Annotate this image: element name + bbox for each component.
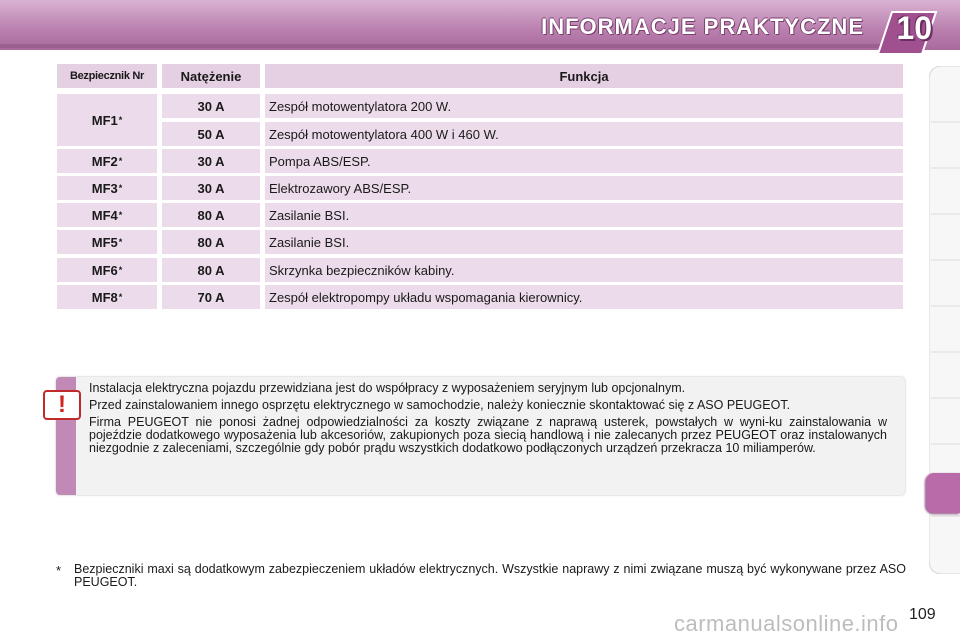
table-cell-function: Zespół elektropompy układu wspomagania kierownicy. (265, 285, 903, 309)
warning-paragraph: Instalacja elektryczna pojazdu przewidziana jest do współpracy z wyposażeniem seryjnym lub opcjonalnym. (89, 381, 686, 395)
fuse-number-text: MF1 (91, 112, 118, 128)
warning-paragraph: Firma PEUGEOT nie ponosi żadnej odpowiedzialności za koszty związane z naprawą usterek, powstałych w wyni-ku zainstalowania w pojeździe dodatkowego wyposażenia lub akcesoriów, zakupionych poza siecią handlową i nie zalecanych przez PEUGEOT oraz instalowanych niezgodnie z zaleceniami, szczególnie gdy pobór prądu wszystkich dodatkowo podłączonych urządzeń przekracza 10 miliamperów. (89, 415, 887, 455)
watermark: carmanualsonline.info (674, 611, 899, 636)
fuse-number-text: MF8 (91, 289, 118, 305)
table-cell-current: 80 A (162, 258, 260, 282)
fuse-star: * (118, 156, 123, 166)
table-cell-fuse-number (57, 258, 157, 282)
table-cell-fuse-number (57, 94, 157, 146)
table-cell-current: 30 A (162, 94, 260, 118)
table-cell-current: 70 A (162, 285, 260, 309)
chapter-tab-active[interactable] (926, 473, 960, 513)
table-cell-function: Zespół motowentylatora 200 W. (265, 94, 903, 118)
table-cell-fuse-number (57, 285, 157, 309)
fuse-number-text: MF2 (91, 153, 118, 169)
chapter-number: 10 (896, 10, 932, 46)
table-cell-current: 80 A (162, 203, 260, 227)
chapter-title: INFORMACJE PRAKTYCZNE (541, 14, 864, 39)
fuse-star: * (118, 265, 123, 275)
fuse-star: * (118, 237, 123, 247)
warning-text (89, 382, 887, 459)
table-cell-current: 30 A (162, 176, 260, 200)
fuse-star: * (118, 210, 123, 220)
table-cell-fuse-number (57, 176, 157, 200)
table-cell-function: Zasilanie BSI. (265, 203, 903, 227)
table-cell-function: Zespół motowentylatora 400 W i 460 W. (265, 122, 903, 146)
column-header-fuse-number: Bezpiecznik Nr (57, 64, 157, 88)
table-cell-function: Elektrozawory ABS/ESP. (265, 176, 903, 200)
table-cell-fuse-number (57, 230, 157, 254)
footnote-mark: * (56, 563, 62, 578)
fuse-number-text: MF3 (91, 180, 118, 196)
table-cell-current: 80 A (162, 230, 260, 254)
table-cell-fuse-number (57, 149, 157, 173)
table-cell-current: 50 A (162, 122, 260, 146)
fuse-number-text: MF6 (91, 262, 118, 278)
table-cell-function: Zasilanie BSI. (265, 230, 903, 254)
page-number: 109 (909, 606, 936, 623)
table-cell-function: Skrzynka bezpieczników kabiny. (265, 258, 903, 282)
warning-paragraph: Przed zainstalowaniem innego osprzętu elektrycznego w samochodzie, należy koniecznie skontaktować się z ASO PEUGEOT. (89, 398, 791, 412)
fuse-star: * (118, 292, 123, 302)
warning-exclamation-icon: ! (43, 390, 81, 420)
fuse-number-text: MF5 (91, 234, 118, 250)
fuse-star: * (118, 115, 123, 125)
fuse-number-text: MF4 (91, 207, 118, 223)
fuse-star: * (118, 183, 123, 193)
table-cell-fuse-number (57, 203, 157, 227)
column-header-current: Natężenie (162, 64, 260, 88)
table-cell-function: Pompa ABS/ESP. (265, 149, 903, 173)
table-cell-current: 30 A (162, 149, 260, 173)
column-header-function: Funkcja (265, 64, 903, 88)
footnote-text: Bezpieczniki maxi są dodatkowym zabezpieczeniem układów elektrycznych. Wszystkie naprawy z nimi związane muszą być wykonywane przez ASO PEUGEOT. (74, 562, 906, 589)
